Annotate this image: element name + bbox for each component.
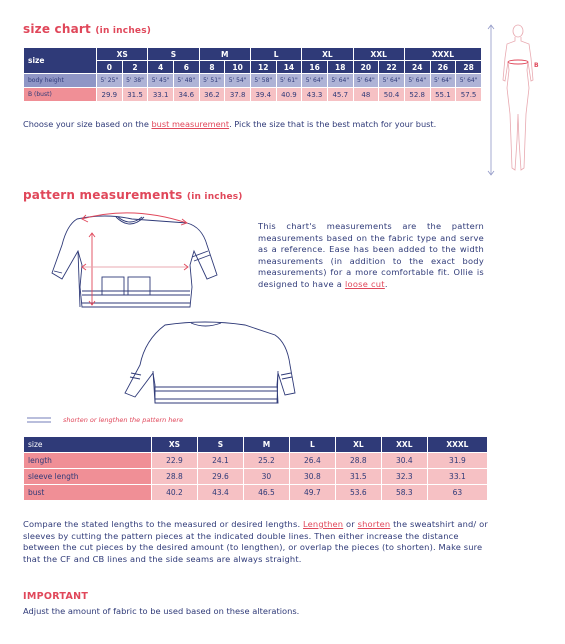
pattern-title-text: pattern measurements bbox=[23, 188, 183, 202]
bust-cell: 37.8 bbox=[225, 88, 251, 102]
measure-cell: 31.5 bbox=[335, 469, 381, 485]
size-number-cell: 26 bbox=[430, 61, 456, 74]
sleeve-length-row bbox=[24, 469, 488, 485]
size-number-cell: 2 bbox=[122, 61, 148, 74]
pattern-subtitle: (in inches) bbox=[186, 192, 243, 202]
important-title: IMPORTANT bbox=[23, 591, 89, 602]
size-chart-note bbox=[23, 119, 493, 129]
compare-paragraph bbox=[23, 519, 493, 565]
size-header-cell: M bbox=[243, 437, 289, 453]
body-height-cell: 5' 45" bbox=[148, 74, 174, 88]
measure-cell: 28.8 bbox=[152, 469, 198, 485]
size-chart-table bbox=[23, 47, 482, 102]
size-group-header: M bbox=[199, 48, 250, 61]
size-header-cell: XXL bbox=[381, 437, 427, 453]
body-figure-illustration bbox=[484, 22, 554, 180]
shorten-link[interactable]: shorten bbox=[357, 519, 391, 529]
body-height-cell: 5' 48" bbox=[173, 74, 199, 88]
size-number-cell: 24 bbox=[404, 61, 430, 74]
bust-label: B (bust) bbox=[24, 88, 97, 102]
body-height-cell: 5' 64" bbox=[379, 74, 405, 88]
measure-cell: 25.2 bbox=[243, 453, 289, 469]
measure-cell: 32.3 bbox=[381, 469, 427, 485]
body-height-cell: 5' 51" bbox=[199, 74, 225, 88]
bust-measurement-link[interactable]: bust measurement bbox=[151, 119, 230, 129]
bust-cell: 48 bbox=[353, 88, 379, 102]
legend-text: shorten or lengthen the pattern here bbox=[63, 416, 184, 424]
size-number-cell: 4 bbox=[148, 61, 174, 74]
bust-cell: 29.9 bbox=[97, 88, 123, 102]
measure-cell: 31.9 bbox=[427, 453, 487, 469]
pattern-title bbox=[23, 188, 243, 202]
double-line-legend-icon bbox=[27, 416, 53, 424]
bust-cell: 33.1 bbox=[148, 88, 174, 102]
bust-cell: 40.9 bbox=[276, 88, 302, 102]
measure-cell: 46.5 bbox=[243, 485, 289, 501]
measure-cell: 28.8 bbox=[335, 453, 381, 469]
measure-cell: 49.7 bbox=[289, 485, 335, 501]
measure-cell: 40.2 bbox=[152, 485, 198, 501]
size-header-cell: XS bbox=[152, 437, 198, 453]
compare-text: or bbox=[343, 519, 358, 529]
size-header: size bbox=[24, 48, 97, 74]
bust-marker: B bbox=[534, 62, 539, 69]
bust-cell: 55.1 bbox=[430, 88, 456, 102]
size-group-header: XL bbox=[302, 48, 353, 61]
measure-cell: 63 bbox=[427, 485, 487, 501]
body-height-cell: 5' 64" bbox=[327, 74, 353, 88]
size-header-cell: XL bbox=[335, 437, 381, 453]
bust-cell: 45.7 bbox=[327, 88, 353, 102]
measure-cell: 43.4 bbox=[197, 485, 243, 501]
bust-cell: 52.8 bbox=[404, 88, 430, 102]
size-chart-title-text: size chart bbox=[23, 22, 91, 36]
bust-cell: 31.5 bbox=[122, 88, 148, 102]
size-group-header: XS bbox=[97, 48, 148, 61]
size-column-header: size bbox=[24, 437, 152, 453]
measure-cell: 33.1 bbox=[427, 469, 487, 485]
loose-cut-link[interactable]: loose cut bbox=[344, 278, 385, 289]
body-height-cell: 5' 64" bbox=[302, 74, 328, 88]
length-row bbox=[24, 453, 488, 469]
body-height-cell: 5' 54" bbox=[225, 74, 251, 88]
note-text: . Pick the size that is the best match for your bust. bbox=[229, 119, 437, 129]
important-text: Adjust the amount of fabric to be used based on these alterations. bbox=[23, 606, 300, 616]
body-height-label: body height bbox=[24, 74, 97, 88]
measure-cell: 26.4 bbox=[289, 453, 335, 469]
size-group-header: XXXL bbox=[404, 48, 481, 61]
lengthen-link[interactable]: Lengthen bbox=[303, 519, 344, 529]
row-label: bust bbox=[24, 485, 152, 501]
measure-cell: 30 bbox=[243, 469, 289, 485]
compare-text: the sweatshirt and/ or sleeves by cutting the pattern pieces at the indicated double lines. Then either increase the distance between the cut pieces by the desired amount (to lengthen), or overlap the pieces (to shorten). Make sure that the CF and CB lines and the side seams are always straight. bbox=[23, 519, 488, 564]
body-height-cell: 5' 58" bbox=[250, 74, 276, 88]
size-number-cell: 28 bbox=[456, 61, 482, 74]
size-header-cell: L bbox=[289, 437, 335, 453]
bust-cell: 36.2 bbox=[199, 88, 225, 102]
row-label: sleeve length bbox=[24, 469, 152, 485]
measure-cell: 30.4 bbox=[381, 453, 427, 469]
body-height-cell: 5' 64" bbox=[404, 74, 430, 88]
bust-cell: 34.6 bbox=[173, 88, 199, 102]
body-height-cell: 5' 38" bbox=[122, 74, 148, 88]
size-number-cell: 6 bbox=[173, 61, 199, 74]
size-group-header: XXL bbox=[353, 48, 404, 61]
measure-cell: 29.6 bbox=[197, 469, 243, 485]
sweatshirt-back-illustration bbox=[95, 315, 310, 410]
row-label: length bbox=[24, 453, 152, 469]
bust-cell: 57.5 bbox=[456, 88, 482, 102]
body-height-cell: 5' 61" bbox=[276, 74, 302, 88]
bust-line bbox=[508, 60, 528, 64]
size-number-cell: 22 bbox=[379, 61, 405, 74]
size-header-cell: S bbox=[197, 437, 243, 453]
pattern-table-header bbox=[24, 437, 488, 453]
size-number-cell: 0 bbox=[97, 61, 123, 74]
size-chart-subtitle: (in inches) bbox=[95, 26, 152, 36]
size-group-header: L bbox=[250, 48, 301, 61]
measure-cell: 24.1 bbox=[197, 453, 243, 469]
pattern-measurements-table bbox=[23, 436, 488, 501]
bust-row bbox=[24, 88, 482, 102]
measure-cell: 58.3 bbox=[381, 485, 427, 501]
size-number-cell: 20 bbox=[353, 61, 379, 74]
size-number-cell: 12 bbox=[250, 61, 276, 74]
measure-cell: 30.8 bbox=[289, 469, 335, 485]
compare-text: Compare the stated lengths to the measured or desired lengths. bbox=[23, 519, 304, 529]
measure-cell: 22.9 bbox=[152, 453, 198, 469]
size-number-cell: 10 bbox=[225, 61, 251, 74]
size-number-cell: 18 bbox=[327, 61, 353, 74]
size-number-cell: 8 bbox=[199, 61, 225, 74]
body-height-cell: 5' 64" bbox=[353, 74, 379, 88]
bust-cell: 39.4 bbox=[250, 88, 276, 102]
size-number-cell: 14 bbox=[276, 61, 302, 74]
size-header-cell: XXXL bbox=[427, 437, 487, 453]
pattern-description bbox=[258, 221, 484, 290]
body-height-cell: 5' 64" bbox=[456, 74, 482, 88]
body-height-cell: 5' 64" bbox=[430, 74, 456, 88]
bust-measure-row bbox=[24, 485, 488, 501]
note-text: Choose your size based on the bbox=[23, 119, 152, 129]
measure-cell: 53.6 bbox=[335, 485, 381, 501]
size-group-header: S bbox=[148, 48, 199, 61]
size-number-cell: 16 bbox=[302, 61, 328, 74]
body-height-cell: 5' 25" bbox=[97, 74, 123, 88]
sweatshirt-front-illustration bbox=[22, 205, 247, 317]
bust-cell: 43.3 bbox=[302, 88, 328, 102]
body-height-row bbox=[24, 74, 482, 88]
pattern-description-text: This chart's measurements are the pattern measurements based on the fabric type and serve as a reference. Ease has been added to the width measurements (in addition to the exact body measurements) for a more comfortable fit. Ollie is designed to have a bbox=[258, 221, 484, 289]
size-chart-title bbox=[23, 22, 151, 36]
pattern-description-text: . bbox=[384, 278, 388, 289]
bust-cell: 50.4 bbox=[379, 88, 405, 102]
